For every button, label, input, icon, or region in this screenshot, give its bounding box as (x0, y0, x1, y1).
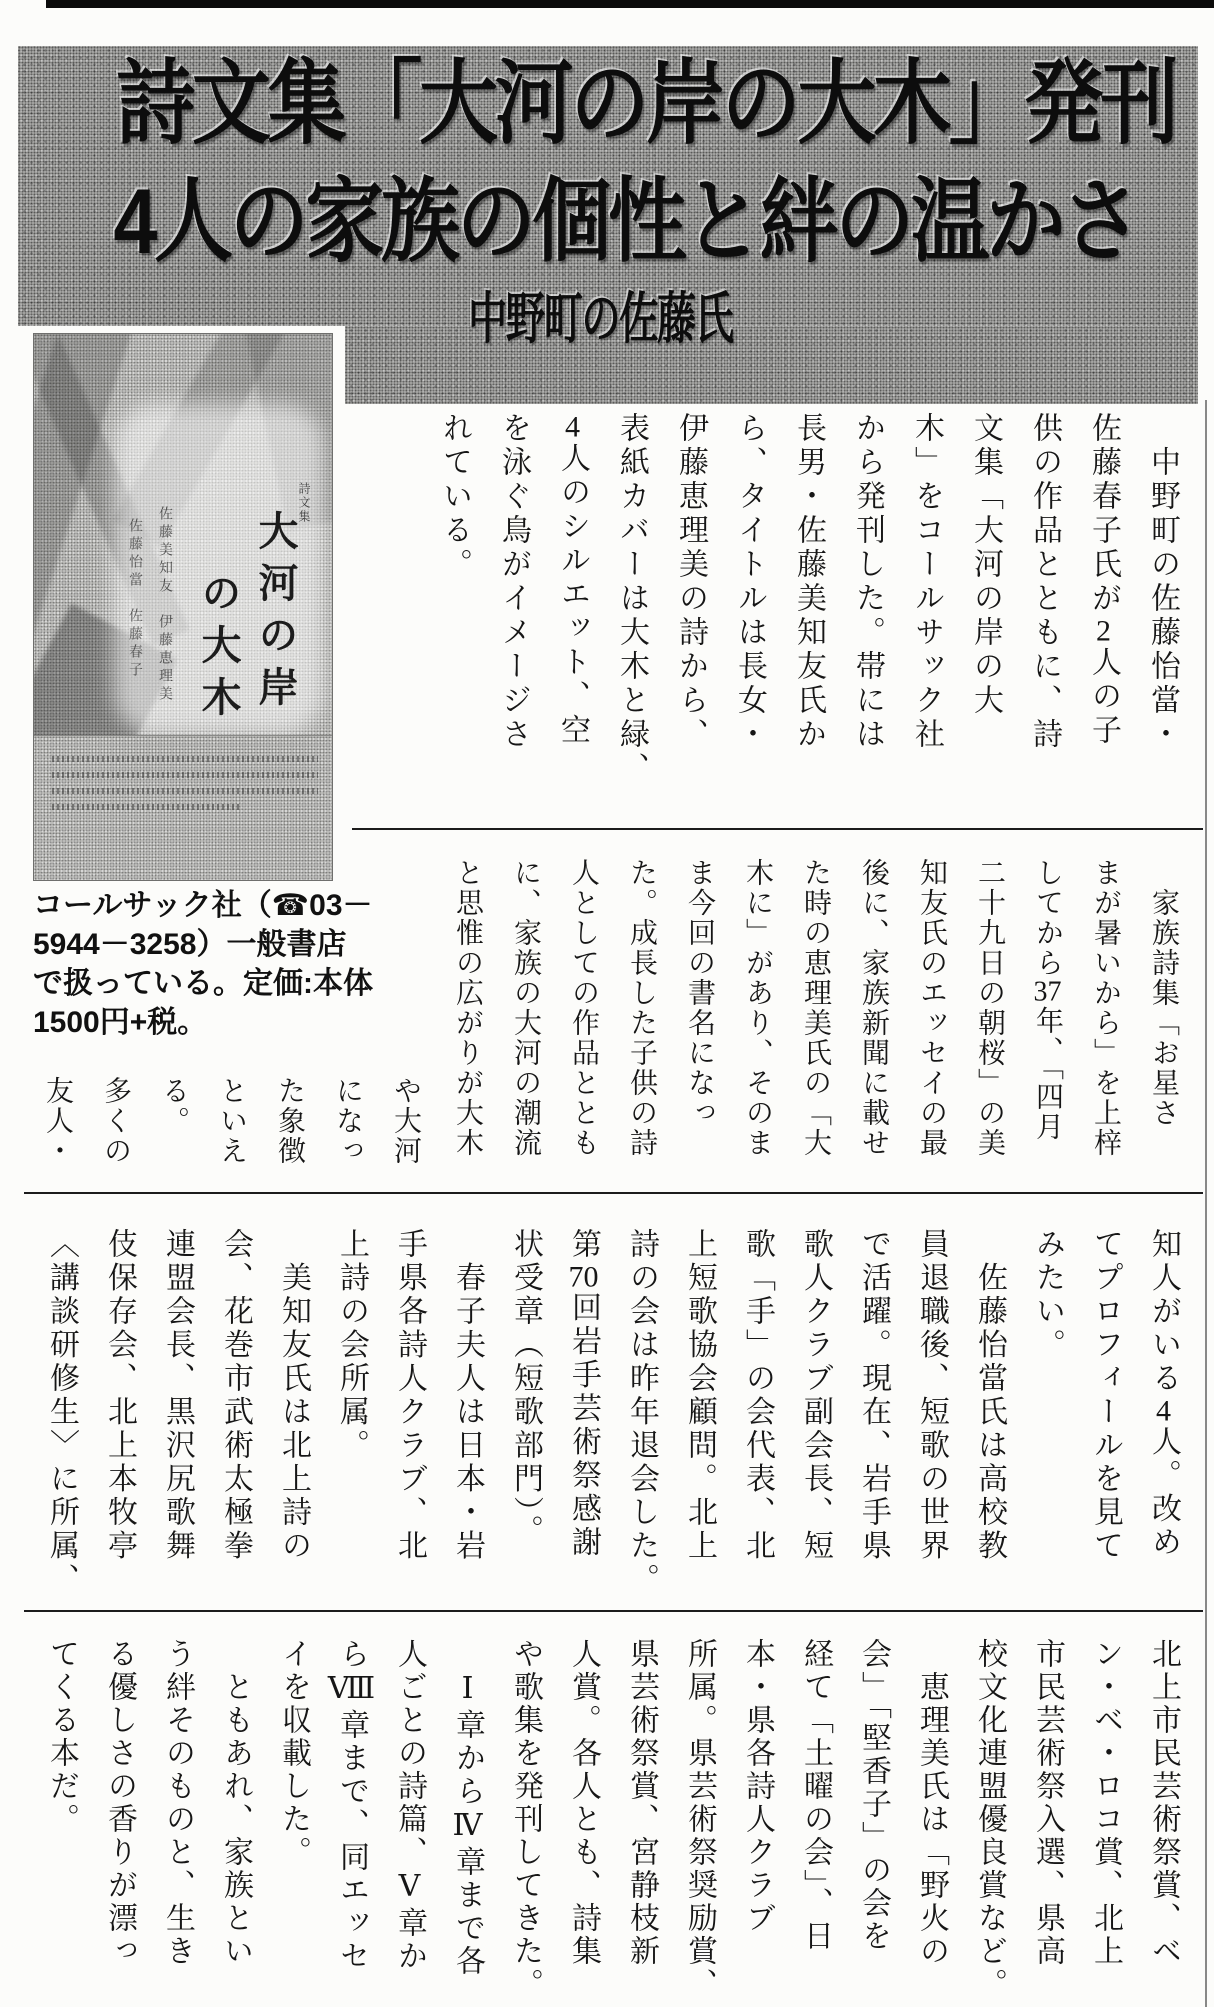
obi-text-line (52, 804, 242, 810)
section-divider (24, 1610, 1203, 1612)
text-column: る。 (158, 1076, 189, 1136)
text-column: 状受章（短歌部門）。 (509, 1228, 542, 1548)
text-column: 伎保存会、北上本牧亭 (103, 1228, 136, 1563)
caption-line: 1500円+税。 (33, 1006, 208, 1039)
text-column: 佐藤春子氏が2人の子 (1087, 412, 1120, 748)
subheadline: 中野町の佐藤氏 (468, 287, 733, 350)
text-column: 歌「手」の会代表、北 (741, 1228, 774, 1563)
text-column: 第70回岩手芸術祭感謝 (567, 1228, 600, 1560)
text-column: 手県各詩人クラブ、北 (393, 1228, 426, 1563)
headline-line1: 詩文集「大河の岸の大木」発刊 (116, 53, 1176, 155)
text-column: 人ごとの詩篇、Ⅴ章か (393, 1638, 426, 1973)
text-column: Ⅰ章からⅣ章まで各 (451, 1638, 484, 1978)
text-column: 本・県各詩人クラブ (741, 1638, 774, 1935)
text-column: 詩の会は昨年退会した。 (625, 1228, 658, 1597)
text-column: 員退職後、短歌の世界 (915, 1228, 948, 1563)
text-column: 美知友氏は北上詩の (277, 1228, 310, 1563)
text-column: 人としての作品ととも (568, 858, 599, 1158)
text-column: といえ (216, 1076, 247, 1166)
text-column: 校文化連盟優良賞など。 (973, 1638, 1006, 2001)
text-column: た時の恵理美氏の「大 (800, 858, 831, 1158)
text-column: 伊藤恵理美の詩から、 (674, 412, 707, 752)
text-column: と思惟の広がりが大木 (452, 858, 483, 1158)
text-column: 家族詩集「お星さ (1148, 858, 1179, 1128)
obi-text-line (52, 772, 318, 778)
text-column: らⅧ章まで、同エッセ (335, 1638, 368, 1973)
text-column: ま今回の書名になっ (684, 858, 715, 1128)
text-column: になっ (332, 1076, 363, 1166)
text-column: 上詩の会所属。 (335, 1228, 368, 1463)
body-block-3 (28, 1228, 1192, 1610)
book-cover-photo (33, 333, 333, 881)
text-column: る優しさの香りが漂っ (103, 1638, 136, 1968)
caption-line: で扱っている。定価:本体 (33, 967, 373, 1000)
text-column: 二十九日の朝桜」の美 (974, 858, 1005, 1158)
cover-authors-right: 佐藤美知友 伊藤恵理美 (157, 506, 172, 704)
obi-text-line (52, 788, 318, 794)
text-column: イを収載した。 (277, 1638, 310, 1869)
cover-title-left: の大木 (196, 572, 241, 728)
text-column: 木」をコールサック社 (910, 412, 943, 752)
caption-line: 5944－3258）一般書店 (33, 928, 347, 961)
headline-line2: 4人の家族の個性と絆の温かさ (113, 171, 1138, 273)
text-column: 友人・ (42, 1076, 73, 1166)
text-column: 多くの (100, 1076, 131, 1166)
text-column: 知人がいる4人。改め (1147, 1228, 1180, 1560)
text-column: てくる本だ。 (45, 1638, 78, 1836)
body-block-2-continuation (28, 1076, 434, 1192)
text-column: ともあれ、家族とい (219, 1638, 252, 1968)
text-column: 知友氏のエッセイの最 (916, 858, 947, 1158)
body-block-4 (28, 1638, 1192, 2007)
cover-series-label: 詩文集 (297, 482, 311, 524)
text-column: 春子夫人は日本・岩 (451, 1228, 484, 1563)
text-column: まが暑いから」を上梓 (1090, 858, 1121, 1158)
text-column: 後に、家族新聞に載せ (858, 858, 889, 1158)
text-column: 4人のシルエット、空 (556, 412, 589, 748)
cover-authors-left: 佐藤怡當 佐藤春子 (127, 518, 142, 680)
text-column: 歌人クラブ副会長、短 (799, 1228, 832, 1563)
text-column: 佐藤怡當氏は高校教 (973, 1228, 1006, 1563)
text-column: 〈講談研修生〉に所属、 (45, 1228, 78, 1597)
body-block-1 (352, 412, 1192, 828)
text-column: 長男・佐藤美知友氏か (792, 412, 825, 752)
text-column: みたい。 (1031, 1228, 1064, 1362)
text-column: 市民芸術祭入選、県高 (1031, 1638, 1064, 1968)
caption-line: コールサック社（☎03－ (33, 889, 373, 922)
text-column: ン・ベ・ロコ賞、北上 (1089, 1638, 1122, 1968)
text-column: れている。 (438, 412, 471, 582)
text-column: 供の作品とともに、詩 (1028, 412, 1061, 752)
text-column: 経て「土曜の会」、日 (799, 1638, 832, 1953)
text-column: た象徴 (274, 1076, 305, 1166)
text-column: 連盟会長、黒沢尻歌舞 (161, 1228, 194, 1563)
text-column: ら、タイトルは長女・ (733, 412, 766, 752)
text-column: 県芸術祭賞、宮静枝新 (625, 1638, 658, 1968)
text-column: に、家族の大河の潮流 (510, 858, 541, 1158)
section-divider (352, 828, 1203, 830)
text-column: で活躍。現在、岩手県 (857, 1228, 890, 1563)
text-column: た。成長した子供の詩 (626, 858, 657, 1158)
text-column: てプロフィールを見て (1089, 1228, 1122, 1563)
text-column: 文集「大河の岸の大 (969, 412, 1002, 718)
text-column: 北上市民芸術祭賞、ベ (1147, 1638, 1180, 1968)
text-column: 上短歌協会顧問。北上 (683, 1228, 716, 1563)
text-column: 恵理美氏は「野火の (915, 1638, 948, 1968)
text-column: う絆そのものと、生き (161, 1638, 194, 1968)
text-column: 所属。県芸術祭奨励賞、 (683, 1638, 716, 2001)
text-column: してから37年、「四月 (1032, 858, 1063, 1142)
text-column: 木に」があり、そのま (742, 858, 773, 1158)
section-divider (24, 1192, 1203, 1194)
text-column: や大河 (390, 1076, 421, 1166)
text-column: や歌集を発刊してきた。 (509, 1638, 542, 2001)
column-rule-right (1205, 400, 1207, 2007)
text-column: 会、花巻市武術太極拳 (219, 1228, 252, 1563)
text-column: 中野町の佐藤怡當・ (1146, 412, 1179, 752)
text-column: を泳ぐ鳥がイメージさ (497, 412, 530, 752)
text-column: 表紙カバーは大木と緑、 (615, 412, 648, 786)
text-column: 会」「堅香子」の会を (857, 1638, 890, 1953)
text-column: から発刊した。帯には (851, 412, 884, 752)
top-rule (46, 0, 1214, 8)
cover-title-right: 大河の岸 (253, 510, 298, 718)
obi-text-line (52, 756, 318, 762)
text-column: 人賞。各人とも、詩集 (567, 1638, 600, 1968)
